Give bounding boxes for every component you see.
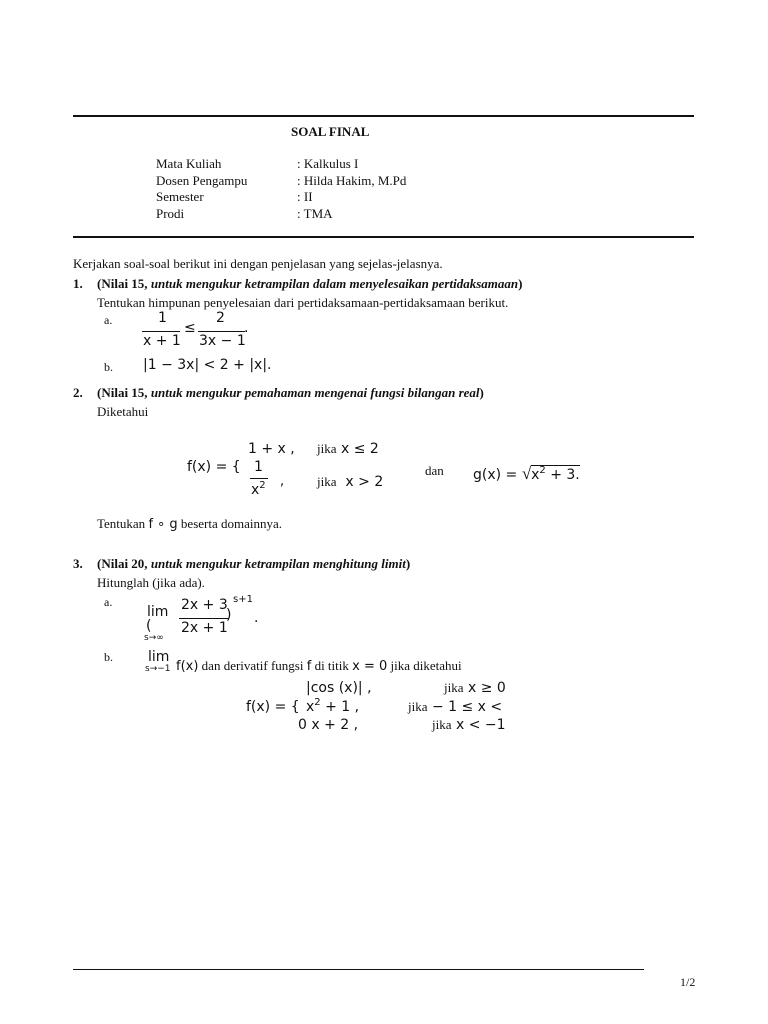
- q3b-point: x = 0: [352, 659, 388, 674]
- q3a-paren-close: ): [226, 607, 232, 623]
- q3-pw3-jika: jika: [432, 717, 452, 732]
- info-label-program: Prodi: [156, 206, 185, 221]
- q2-case1-jika: jika: [317, 441, 337, 456]
- q3b-lim-sub: s→−1: [145, 664, 171, 674]
- q3b-text3: jika diketahui: [387, 658, 462, 673]
- q2-case2-cond: [317, 474, 383, 490]
- top-rule: [73, 115, 694, 117]
- q3a-frac-line: [179, 618, 229, 619]
- q1a-label: a.: [104, 313, 113, 327]
- q2-case2-jika: jika: [317, 474, 337, 489]
- info-label-course: Mata Kuliah: [156, 156, 222, 171]
- q3a-label: a.: [104, 595, 113, 609]
- q3-pw2-rest: + 1 ,: [320, 699, 360, 715]
- q3a-end: .: [254, 610, 259, 626]
- page-number: 1/2: [680, 975, 696, 989]
- q2-heading: [97, 385, 484, 401]
- q2-number: 2.: [73, 385, 83, 400]
- info-value-lecturer: : Hilda Hakim, M.Pd: [297, 173, 407, 188]
- q2-g-rad-base: x: [531, 467, 540, 483]
- info-label-semester: Semester: [156, 189, 204, 204]
- q2-g-radicand: [531, 465, 580, 483]
- q3-pw3-cond: [432, 717, 506, 733]
- q1-purpose: untuk mengukur ketrampilan dalam menyelesaikan pertidaksamaan: [150, 276, 519, 291]
- info-value-semester: : II: [297, 189, 313, 204]
- q2-task-expr: f ∘ g: [148, 517, 178, 532]
- q2-case2-den-exp: 2: [259, 480, 266, 491]
- q2-case2-num: 1: [254, 459, 263, 475]
- q1a-frac2-line: [198, 331, 245, 332]
- q1a-num1: 1: [158, 310, 167, 326]
- q3-heading: [97, 556, 410, 572]
- q3-pw2-exp: 2: [314, 697, 321, 708]
- q3-pw2-expr: [306, 699, 359, 715]
- q1a-relation: ≤: [184, 320, 196, 336]
- q3a-den: 2x + 1: [181, 620, 228, 636]
- q3b-fx: f(x): [176, 659, 199, 674]
- info-value-program: : TMA: [297, 206, 333, 221]
- q3b-lim: lim: [148, 649, 170, 665]
- q3-pw1-condition: x ≥ 0: [467, 680, 506, 696]
- q3-pw2-cond: [408, 699, 502, 715]
- page-title: SOAL FINAL: [291, 124, 370, 139]
- instruction-text: Kerjakan soal-soal berikut ini dengan penjelasan yang sejelas-jelasnya.: [73, 256, 443, 271]
- q2-task: [97, 516, 282, 532]
- q1a-num2: 2: [216, 310, 225, 326]
- q1-score: (Nilai 15,: [97, 276, 151, 291]
- q1b-label: b.: [104, 360, 113, 374]
- q1-close: ): [518, 276, 523, 291]
- q3-pw3-condition: x < −1: [455, 717, 506, 733]
- q2-case1-cond: [317, 441, 379, 457]
- q2-g-lhs: g(x) =: [473, 467, 522, 483]
- q3-pw1-cond: [444, 680, 506, 696]
- q1-number: 1.: [73, 276, 83, 291]
- q2-purpose: untuk mengukur pemahaman mengenai fungsi bilangan real: [150, 385, 480, 400]
- q3a-paren-open: (: [146, 618, 152, 634]
- q1-prompt: Tentukan himpunan penyelesaian dari pertidaksamaan-pertidaksamaan berikut.: [97, 295, 509, 310]
- info-value-course: : Kalkulus I: [297, 156, 359, 171]
- q2-close: ): [479, 385, 484, 400]
- q2-g-expression: [473, 464, 580, 484]
- q3-pw3-expr: 0 x + 2 ,: [298, 717, 359, 733]
- info-label-lecturer: Dosen Pengampu: [156, 173, 248, 188]
- q2-task-pre: Tentukan: [97, 516, 149, 531]
- header-bottom-rule: [73, 236, 694, 238]
- q2-g-root: √: [521, 464, 532, 483]
- footer-rule: [73, 969, 644, 970]
- q2-case2-den: [251, 482, 266, 498]
- q3-pw1-expr: |cos (x)| ,: [306, 680, 372, 696]
- q1a-den2: 3x − 1: [199, 333, 246, 349]
- q3a-lim-sub: s→∞: [144, 633, 164, 643]
- q3b-text1: dan derivatif fungsi: [198, 658, 307, 673]
- q3a-lim: lim: [147, 604, 169, 620]
- q1-heading: [97, 276, 522, 292]
- q3-pw1-jika: jika: [444, 680, 464, 695]
- q3-prompt: Hitunglah (jika ada).: [97, 575, 205, 590]
- q3b-label: b.: [104, 650, 113, 664]
- q3b-text: [176, 658, 462, 674]
- q2-case2-comma: ,: [280, 474, 285, 489]
- q3-pw2-base: x: [306, 699, 315, 715]
- q3-pw-lhs: f(x) = {: [246, 699, 300, 715]
- q2-g-rad-rest: + 3.: [545, 467, 580, 483]
- q2-case2-den-base: x: [251, 482, 260, 498]
- q3-close: ): [405, 556, 411, 571]
- q1a-frac1-line: [142, 331, 180, 332]
- q2-f-lhs: f(x) = {: [187, 459, 241, 475]
- q1a-end: .: [244, 320, 249, 336]
- q3b-text2: di titik: [311, 658, 353, 673]
- q3-number: 3.: [73, 556, 83, 571]
- q1b-expression: |1 − 3x| < 2 + |x|.: [143, 357, 272, 373]
- q3-pw2-condition: − 1 ≤ x <: [431, 699, 503, 715]
- q2-conjunction: dan: [425, 463, 444, 478]
- q2-g-rad-exp: 2: [539, 465, 546, 476]
- q3-pw2-jika: jika: [408, 699, 428, 714]
- q3b-f: f: [306, 659, 312, 674]
- q2-score: (Nilai 15,: [97, 385, 151, 400]
- q2-given: Diketahui: [97, 404, 149, 419]
- q2-case2-frac-line: [250, 478, 268, 479]
- q2-case1-condition: x ≤ 2: [340, 441, 379, 457]
- q2-case1-expr: 1 + x ,: [248, 441, 295, 457]
- q2-case2-condition: x > 2: [345, 474, 384, 490]
- q1a-den1: x + 1: [143, 333, 181, 349]
- q3a-num: 2x + 3: [181, 597, 228, 613]
- q3-score: (Nilai 20,: [97, 556, 151, 571]
- q3a-exp: s+1: [233, 594, 253, 605]
- q2-task-post: beserta domainnya.: [177, 516, 282, 531]
- q3-purpose: untuk mengukur ketrampilan menghitung limit: [150, 556, 406, 571]
